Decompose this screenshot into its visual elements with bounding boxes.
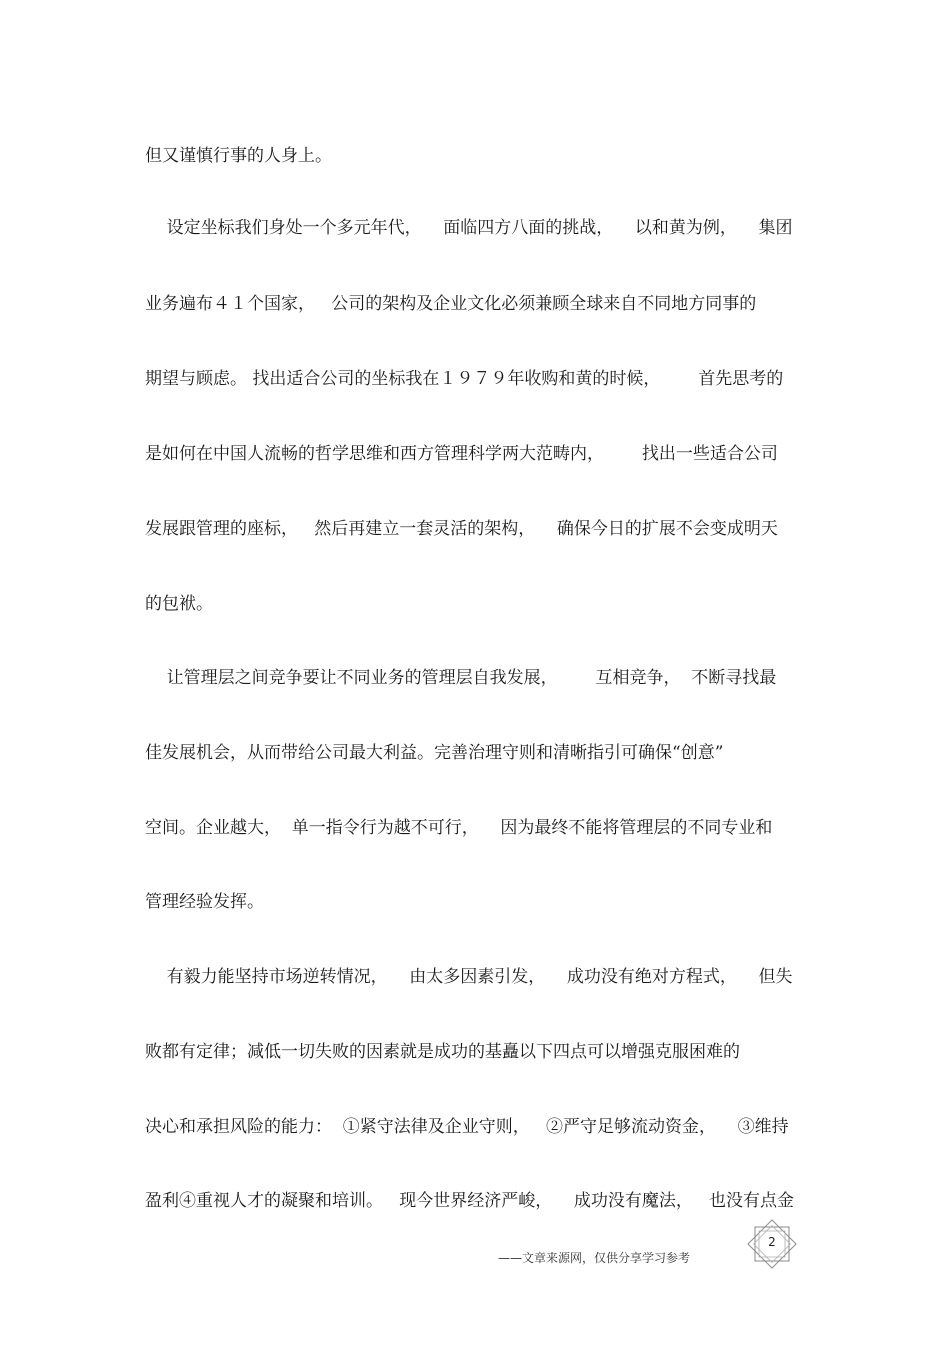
text-line: 决心和承担风险的能力： ①紧守法律及企业守则， ②严守足够流动资金， ③维持 <box>145 1117 789 1137</box>
text-line: 败都有定律；减低一切失败的因素就是成功的基矗以下四点可以增强克服困难的 <box>145 1042 740 1062</box>
page-number: 2 <box>768 1235 776 1249</box>
text-line: 空间。企业越大， 单一指令行为越不可行， 因为最终不能将管理层的不同专业和 <box>145 818 773 838</box>
text-line: 的包袱。 <box>145 594 213 614</box>
text-line: 但又谨慎行事的人身上。 <box>145 146 332 166</box>
text-line: 佳发展机会，从而带给公司最大利益。完善治理守则和清晰指引可确保“创意” <box>145 743 724 763</box>
footer-note: ——文章来源网，仅供分享学习参考 <box>498 1251 691 1265</box>
text-line: 有毅力能坚持市场逆转情况， 由太多因素引发， 成功没有绝对方程式， 但失 <box>145 967 793 987</box>
text-line: 管理经验发挥。 <box>145 892 264 912</box>
text-line: 让管理层之间竞争要让不同业务的管理层自我发展， 互相竞争， 不断寻找最 <box>145 668 777 688</box>
text-line: 发展跟管理的座标， 然后再建立一套灵活的架构， 确保今日的扩展不会变成明天 <box>145 519 778 539</box>
text-line: 是如何在中国人流畅的哲学思维和西方管理科学两大范畴内， 找出一些适合公司 <box>145 444 778 464</box>
text-line: 业务遍布４１个国家， 公司的架构及企业文化必须兼顾全球来自不同地方同事的 <box>145 294 757 314</box>
page-number-badge <box>746 1218 798 1270</box>
text-line: 期望与顾虑。 找出适合公司的坐标我在１９７９年收购和黄的时候， 首先思考的 <box>145 369 784 389</box>
text-line: 盈利④重视人才的凝聚和培训。 现今世界经济严峻， 成功没有魔法， 也没有点金 <box>145 1191 795 1211</box>
text-line: 设定坐标我们身处一个多元年代， 面临四方八面的挑战， 以和黄为例， 集团 <box>145 218 793 238</box>
